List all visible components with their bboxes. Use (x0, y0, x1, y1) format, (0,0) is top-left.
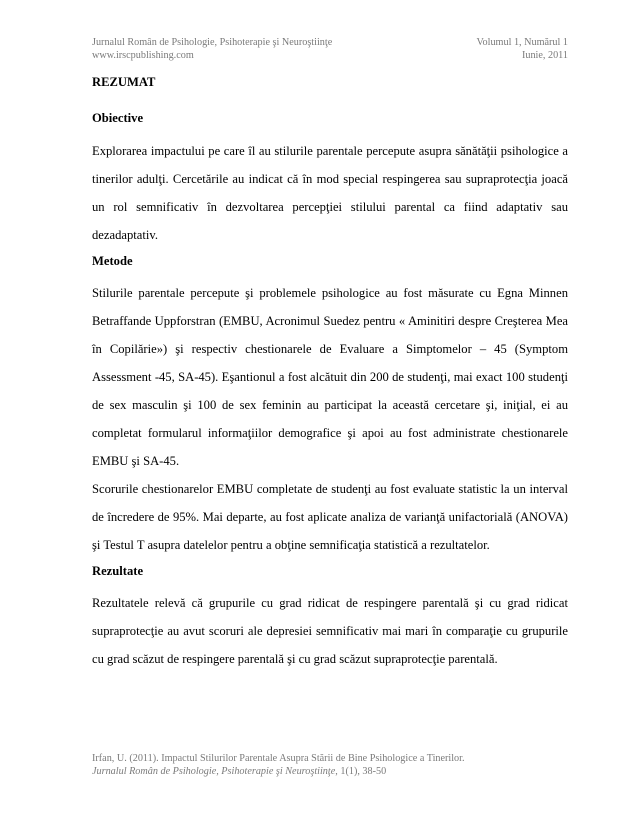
journal-ref-italic: Jurnalul Român de Psihologie, Psihoterapie şi Neuroştiinţe (92, 766, 336, 777)
results-line: cu grad scăzut de respingere parentală şi cu grad scăzut supraprotecţie parentală. (92, 652, 498, 666)
journal-name: Jurnalul Român de Psihologie, Psihoterapie şi Neuroştiinţe (92, 37, 333, 48)
abstract-body (92, 70, 568, 673)
results-line: Rezultatele relevă că grupurile cu grad ridicat de respingere parentală şi cu grad ridicat (92, 596, 568, 610)
issue-date: Iunie, 2011 (521, 50, 568, 61)
methods2-line: Scorurile chestionarelor EMBU completate de studenţi au fost evaluate statistic la un interval (92, 482, 568, 496)
page-footer (92, 752, 568, 778)
results-line: supraprotecţie au avut scoruri ale depresiei semnificativ mai mari în comparaţie cu grupurile (92, 624, 568, 638)
journal-reference (92, 765, 568, 778)
methods-paragraph-2 (92, 475, 568, 559)
methods-line: în Copilărie») şi respectiv chestionarele de Evaluare a Simptomelor – 45 (Symptom (92, 342, 568, 356)
methods-line: Assessment -45, SA-45). Eşantionul a fost alcătuit din 200 de studenţi, mai exact 100 studenţi (92, 370, 568, 384)
methods2-line: şi Testul T asupra datelelor pentru a obţine semnificaţia statistică a rezultatelor. (92, 538, 490, 552)
website: www.irscpublishing.com (92, 50, 194, 61)
methods-paragraph (92, 279, 568, 475)
results-paragraph (92, 589, 568, 673)
methods-line: Stilurile parentale percepute şi problemele psihologice au fost măsurate cu Egna Minnen (92, 286, 568, 300)
methods-line: completat formularul informaţiilor demografice şi apoi au fost administrate chestionarele (92, 426, 568, 440)
objectives-line: dezadaptativ. (92, 228, 158, 242)
objectives-heading: Obiective (92, 111, 144, 125)
objectives-paragraph (92, 137, 568, 249)
objectives-line: Explorarea impactului pe care îl au stilurile parentale percepute asupra sănătăţii psihologice a (92, 144, 568, 158)
methods-heading: Metode (92, 254, 133, 268)
methods-line: EMBU şi SA-45. (92, 454, 180, 468)
objectives-line: un rol semnificativ în dezvoltarea percepţiei stilului parental ca fiind adaptativ sau (92, 200, 568, 214)
volume-info: Volumul 1, Numărul 1 (476, 37, 568, 48)
objectives-line: tinerilor adulţi. Cercetările au indicat că în mod special respingerea sau supraprotecţia joacă (92, 172, 568, 186)
methods-line: de sex masculin şi 100 de sex feminin au participat la această cercetare şi, iniţial, ei au (92, 398, 568, 412)
methods-line: Betraffande Uppforstran (EMBU, Acronimul Suedez pentru « Aminitiri despre Creşterea Mea (92, 314, 568, 328)
journal-ref-tail: , 1(1), 38-50 (335, 766, 387, 777)
results-heading: Rezultate (92, 564, 144, 578)
methods2-line: de încredere de 95%. Mai departe, au fost aplicate analiza de varianţă unifactorială (ANOVA) (92, 510, 568, 524)
abstract-title: REZUMAT (92, 75, 156, 89)
citation: Irfan, U. (2011). Impactul Stilurilor Parentale Asupra Stării de Bine Psihologice a Tinerilor. (92, 753, 465, 764)
